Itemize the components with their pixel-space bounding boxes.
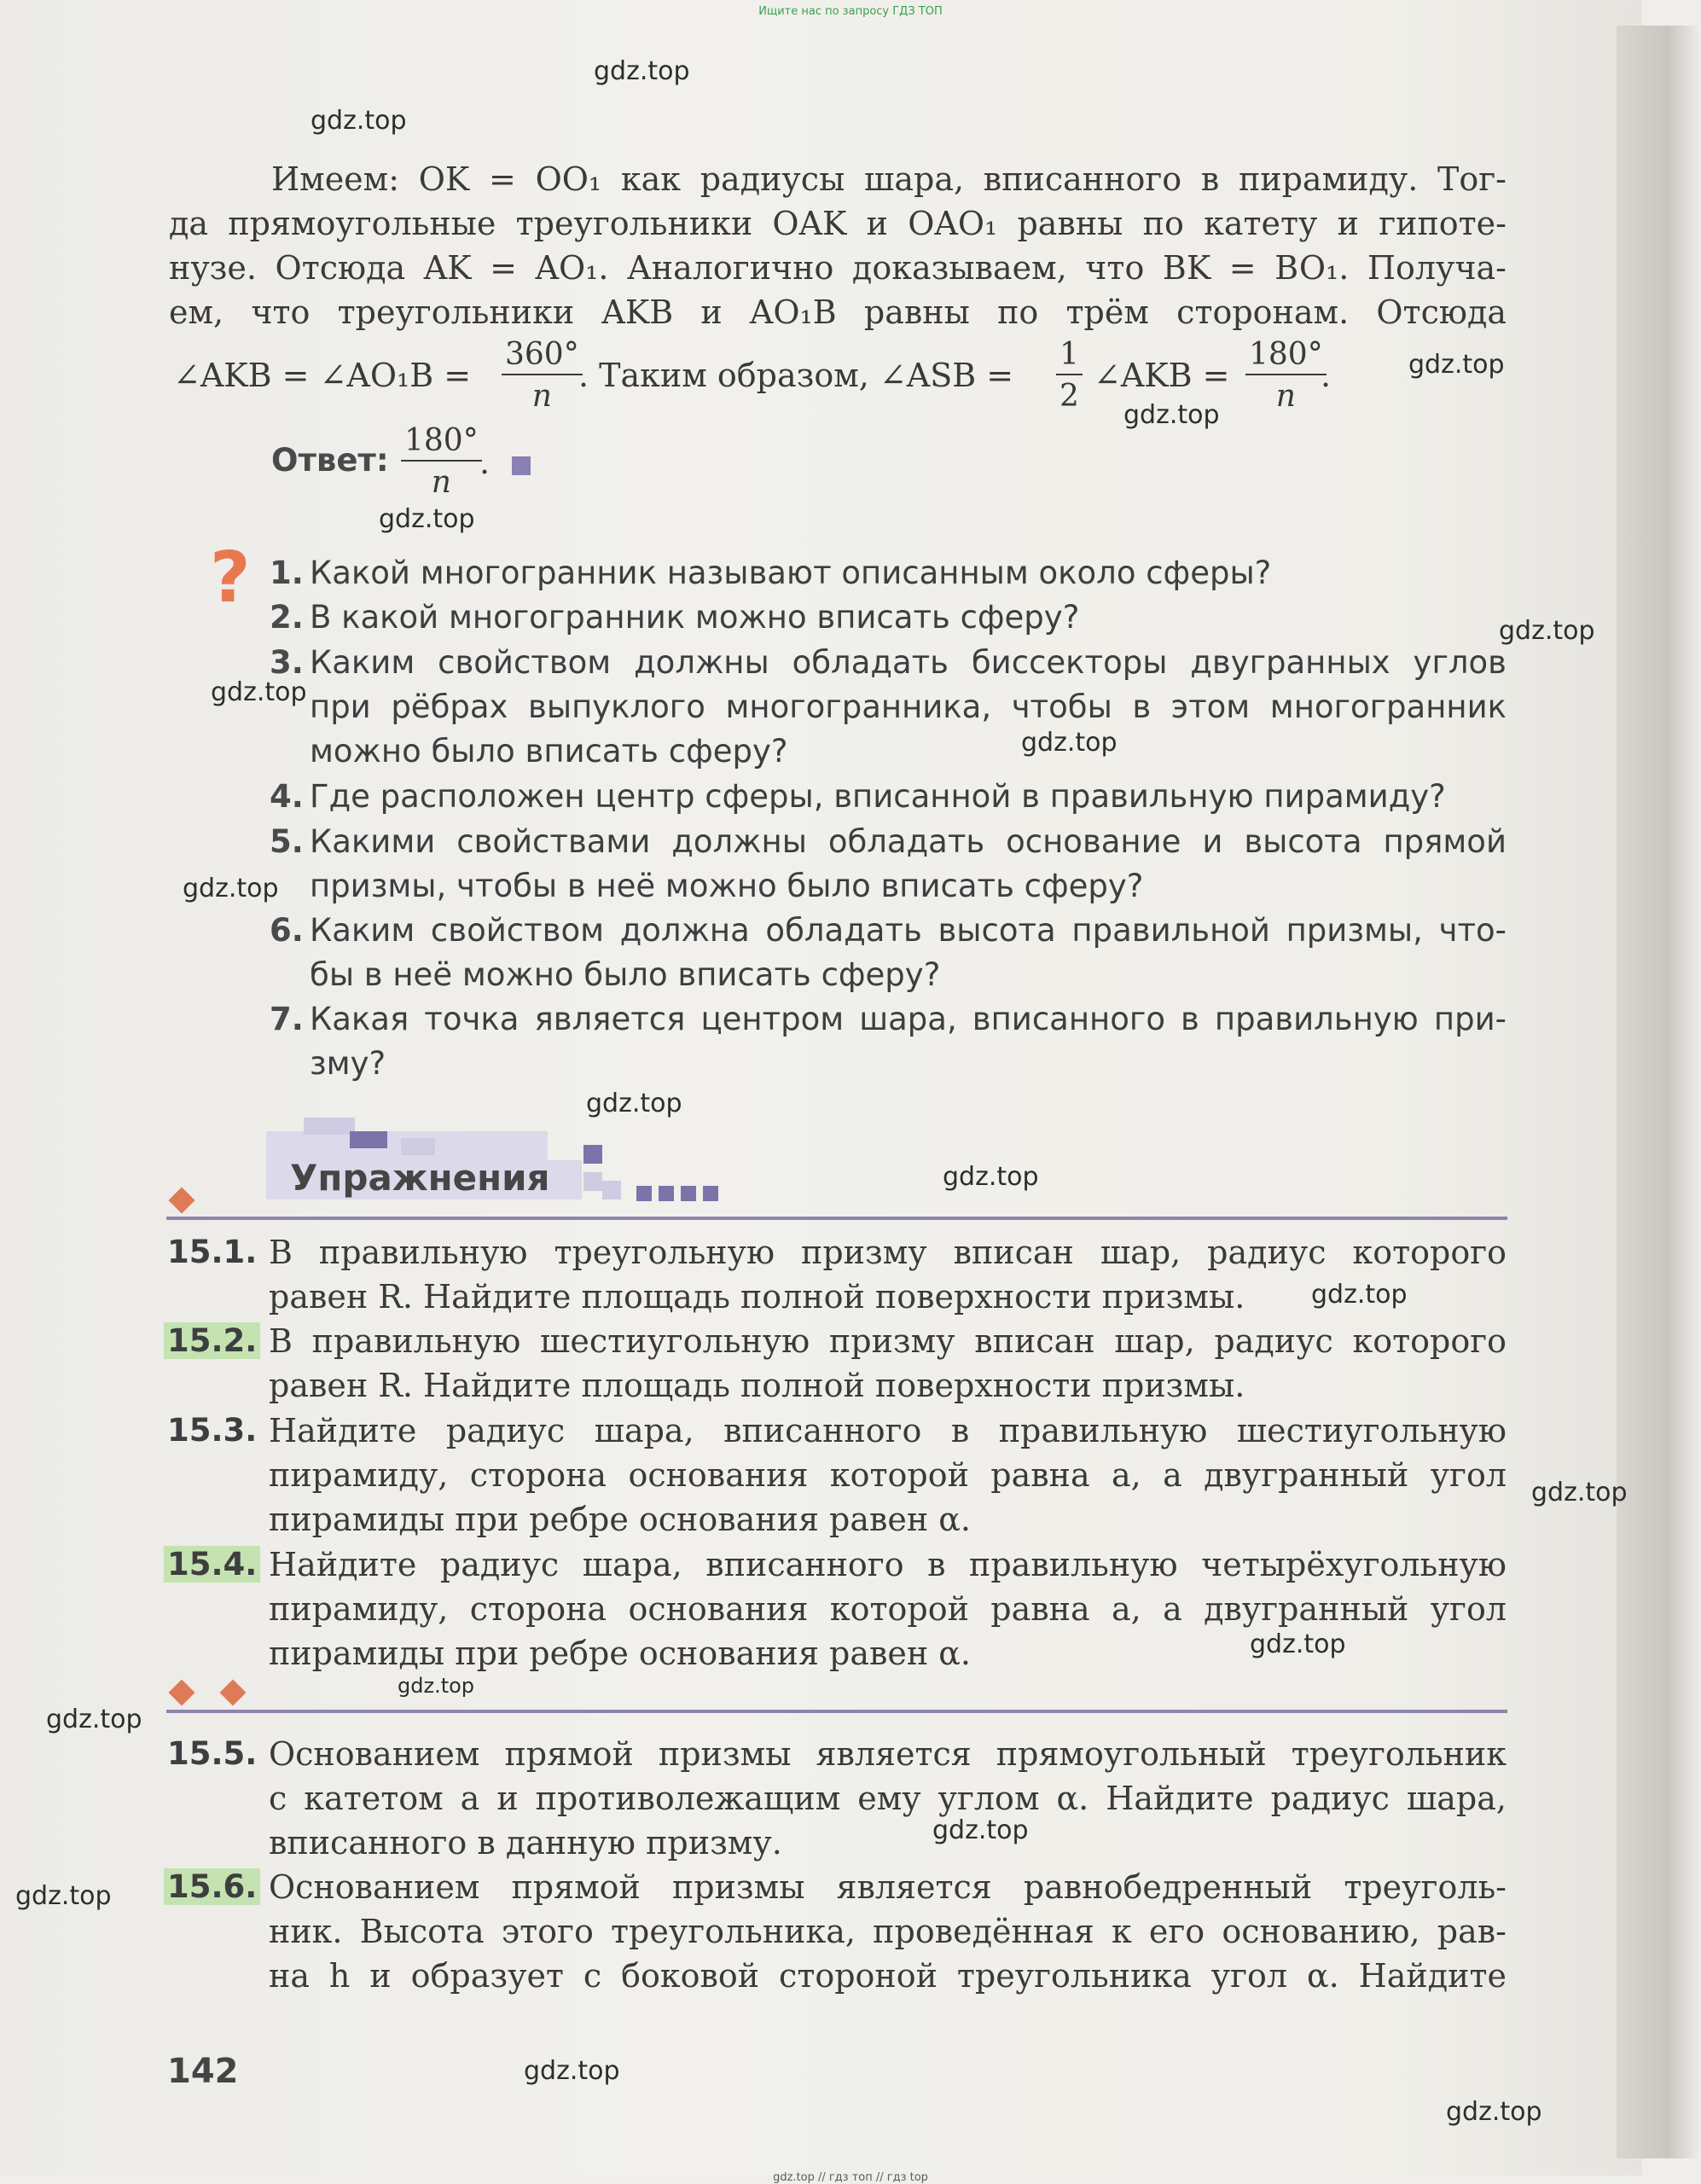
fraction-one-half — [1056, 337, 1083, 414]
answer-end: . — [479, 444, 491, 481]
exercise-number: 15.5. — [167, 1735, 258, 1772]
watermark: gdz.top — [1021, 728, 1118, 758]
proof-formula-a: ∠AKB = ∠AO₁B = — [173, 357, 472, 394]
fraction-denominator: 2 — [1059, 379, 1079, 414]
answer-fraction — [401, 423, 482, 500]
watermark: gdz.top — [943, 1162, 1039, 1192]
question-text-line: Где расположен центр сферы, вписанной в правильную пирамиду? — [310, 778, 1446, 815]
exercise-text-line: В правильную треугольную призму вписан шар, радиус которого — [269, 1234, 1507, 1271]
watermark: gdz.top — [311, 106, 407, 136]
fraction-denominator: n — [1275, 379, 1296, 414]
watermark: gdz.top — [1531, 1478, 1628, 1507]
question-text-line: при рёбрах выпуклого многогранника, чтобы в этом многогранник — [310, 688, 1507, 725]
section-rule — [166, 1217, 1507, 1220]
exercise-text-line: равен R. Найдите площадь полной поверхности призмы. — [269, 1278, 1245, 1316]
fraction-denominator: n — [431, 465, 451, 500]
question-text-line: Каким свойством должна обладать высота правильной призмы, что- — [310, 912, 1507, 949]
exercise-text-line: вписанного в данную призму. — [269, 1824, 782, 1862]
fraction-numerator: 180° — [1245, 337, 1327, 375]
question-text-line: Какая точка является центром шара, вписанного в правильную при- — [310, 1001, 1507, 1037]
exercise-number: 15.1. — [167, 1234, 258, 1270]
fraction-numerator: 180° — [401, 423, 482, 462]
page-edge-shadow — [1617, 26, 1701, 2158]
section-rule — [166, 1710, 1507, 1713]
end-of-solution-square-icon — [512, 456, 531, 475]
fraction-180-over-n — [1245, 337, 1327, 414]
watermark: gdz.top — [183, 874, 279, 903]
proof-line-2: да прямоугольные треугольники OAK и OAO₁ равны по катету и гипоте- — [169, 205, 1507, 242]
watermark: gdz.top — [1408, 350, 1505, 380]
exercise-number: 15.4. — [164, 1546, 260, 1583]
exercise-text-line: пирамиды при ребре основания равен α. — [269, 1501, 972, 1538]
question-number: 5. — [270, 823, 304, 860]
watermark: gdz.top — [594, 56, 690, 86]
proof-formula-d: . — [1321, 357, 1332, 394]
exercise-text-line: Найдите радиус шара, вписанного в правильную шестиугольную — [269, 1412, 1507, 1449]
watermark: gdz.top — [46, 1705, 142, 1734]
question-mark-icon: ? — [210, 537, 251, 619]
page-number: 142 — [167, 2052, 239, 2091]
exercise-text-line: Найдите радиус шара, вписанного в правильную четырёхугольную — [269, 1546, 1507, 1583]
exercise-text-line: пирамиду, сторона основания которой равна a, а двугранный угол — [269, 1590, 1507, 1628]
question-number: 6. — [270, 912, 304, 949]
question-number: 2. — [270, 599, 304, 636]
watermark: gdz.top — [1446, 2097, 1542, 2127]
exercise-text-line: на h и образует с боковой стороной треугольника угол α. Найдите — [269, 1957, 1507, 1995]
fraction-360-over-n — [502, 337, 583, 414]
watermark: gdz.top — [586, 1089, 682, 1118]
watermark: gdz.top — [1123, 400, 1220, 430]
question-text-line: можно было вписать сферу? — [310, 733, 788, 770]
watermark: gdz.top — [524, 2056, 620, 2086]
exercise-text-line: с катетом a и противолежащим ему углом α. Найдите радиус шара, — [269, 1780, 1507, 1817]
watermark: gdz.top — [398, 1674, 475, 1698]
exercise-number: 15.3. — [167, 1412, 258, 1449]
question-text-line: Каким свойством должны обладать биссекторы двугранных углов — [310, 644, 1507, 681]
fraction-denominator: n — [531, 379, 552, 414]
question-number: 4. — [270, 778, 304, 815]
question-text-line: зму? — [310, 1045, 386, 1082]
watermark: gdz.top — [379, 504, 475, 534]
proof-line-4: ем, что треугольники AKB и AO₁B равны по трём сторонам. Отсюда — [169, 293, 1507, 331]
question-number: 7. — [270, 1001, 304, 1037]
bottom-watermark-line: gdz.top // гдз топ // гдз top — [773, 2171, 928, 2184]
top-banner: Ищите нас по запросу ГДЗ ТОП — [758, 5, 943, 18]
proof-line-3: нузе. Отсюда AK = AO₁. Аналогично доказываем, что BK = BO₁. Получа- — [169, 249, 1507, 287]
watermark: gdz.top — [932, 1815, 1029, 1845]
answer-label: Ответ: — [271, 442, 389, 479]
question-text-line: Какими свойствами должны обладать основание и высота прямой — [310, 823, 1507, 860]
watermark: gdz.top — [1250, 1629, 1346, 1659]
question-text-line: бы в неё можно было вписать сферу? — [310, 956, 941, 993]
proof-line-1: Имеем: OK = OO₁ как радиусы шара, вписанного в пирамиду. Тог- — [271, 160, 1507, 198]
exercise-text-line: ник. Высота этого треугольника, проведённая к его основанию, рав- — [269, 1913, 1507, 1950]
exercise-text-line: Основанием прямой призмы является равнобедренный треуголь- — [269, 1868, 1507, 1906]
watermark: gdz.top — [1499, 616, 1595, 646]
exercise-number: 15.6. — [164, 1868, 260, 1905]
question-text-line: В какой многогранник можно вписать сферу? — [310, 599, 1080, 636]
exercises-title: Упражнения — [290, 1157, 550, 1199]
question-text-line: призмы, чтобы в неё можно было вписать сферу? — [310, 868, 1144, 904]
question-number: 3. — [270, 644, 304, 681]
proof-formula-c: ∠AKB = — [1094, 357, 1230, 394]
question-text-line: Какой многогранник называют описанным около сферы? — [310, 555, 1272, 591]
exercise-text-line: пирамиды при ребре основания равен α. — [269, 1635, 972, 1672]
fraction-numerator: 1 — [1056, 337, 1083, 375]
exercise-text-line: равен R. Найдите площадь полной поверхности призмы. — [269, 1367, 1245, 1404]
proof-formula-b: . Таким образом, ∠ASB = — [578, 357, 1014, 394]
watermark: gdz.top — [15, 1881, 112, 1911]
exercise-number: 15.2. — [164, 1322, 260, 1359]
exercise-text-line: В правильную шестиугольную призму вписан шар, радиус которого — [269, 1322, 1507, 1360]
question-number: 1. — [270, 555, 304, 591]
exercise-text-line: Основанием прямой призмы является прямоугольный треугольник — [269, 1735, 1507, 1773]
fraction-numerator: 360° — [502, 337, 583, 375]
watermark: gdz.top — [211, 677, 307, 707]
exercise-text-line: пирамиду, сторона основания которой равна a, а двугранный угол — [269, 1456, 1507, 1494]
watermark: gdz.top — [1311, 1280, 1408, 1310]
